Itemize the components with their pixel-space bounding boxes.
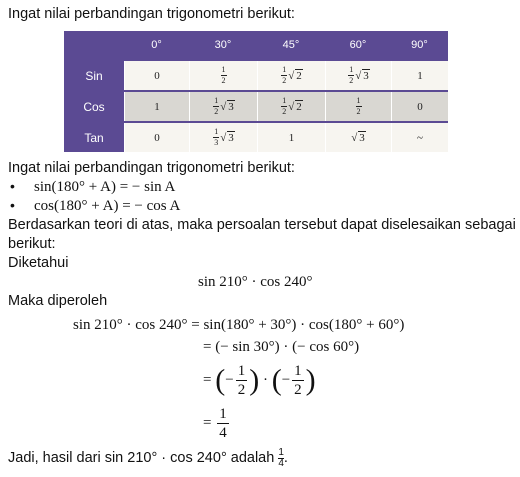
cell-sin-90: 1 (391, 61, 448, 90)
cell-sin-45: 1 2 √ 2 (257, 61, 325, 90)
known-label: Diketahui (8, 255, 69, 271)
paren-close-2: ) (305, 363, 316, 397)
known-expression: sin 210° · cos 240° (198, 274, 313, 290)
trig-table (64, 31, 448, 152)
header-30: 30° (214, 39, 232, 51)
row-label-sin: Sin (85, 68, 103, 83)
intro2-text: Ingat nilai perbandingan trigonometri berikut: (8, 160, 295, 176)
cell-cos-60: 1 2 (325, 92, 391, 121)
cell-cos-45: 1 2 √ 2 (257, 92, 325, 121)
row-label-cos: Cos (83, 99, 105, 114)
step-3 (203, 360, 316, 400)
minus-sign-2: − (281, 372, 291, 388)
cell-tan-30: 1 3 √ 3 (189, 123, 257, 152)
paren-close: ) (249, 363, 260, 397)
minus-sign: − (225, 372, 234, 388)
fraction-half-2: $\frac{1}{2}$ (294, 362, 302, 399)
cell-cos-90: 0 (391, 92, 448, 121)
cell-sin-60: 1 2 √ 3 (325, 61, 391, 90)
theory-text: Berdasarkan teori di atas, maka persoalan tersebut dapat diselesaikan sebagai (8, 217, 516, 233)
header-90: 90° (411, 39, 428, 51)
step-1: sin 210° · cos 240° = sin(180° + 30°) · cos(180° + 60°) (73, 317, 405, 333)
conclusion-text: Jadi, hasil dari sin 210° · cos 240° adalah (8, 450, 275, 466)
cell-tan-0: 0 (124, 123, 189, 152)
paren-open-2: ( (271, 363, 282, 397)
cell-cos-0: 1 (124, 92, 189, 121)
header-45: 45° (282, 39, 300, 51)
header-0: 0° (151, 39, 162, 51)
identity-cos: cos(180° + A) = − cos A (34, 198, 181, 214)
cell-tan-45: 1 (257, 123, 325, 152)
bullet-1: • (10, 178, 15, 194)
header-60: 60° (349, 39, 367, 51)
paren-open: ( (215, 363, 226, 397)
cell-sin-30: 1 2 (189, 61, 257, 90)
intro-text: Ingat nilai perbandingan trigonometri berikut: (8, 6, 295, 22)
bullet-2: • (10, 197, 15, 213)
step3-equals: = (203, 372, 212, 388)
identity-sin: sin(180° + A) = − sin A (34, 179, 176, 195)
result-label: Maka diperoleh (8, 293, 108, 309)
theory-text-2: berikut: (8, 236, 56, 252)
step-4 (203, 404, 231, 442)
fraction-half-1: $\frac{1}{2}$ (237, 362, 246, 399)
row-label-tan: Tan (84, 130, 104, 145)
cell-tan-60: √ 3 (325, 123, 391, 152)
cell-tan-90: ~ (391, 123, 448, 152)
conclusion: Jadi, hasil dari sin 210° · cos 240° adalah $\frac{1}{4}$ . (8, 446, 288, 469)
fraction-quarter: $\frac{1}{4}$ (219, 405, 227, 442)
cell-cos-30: 1 2 √ 3 (189, 92, 257, 121)
step-2: = (− sin 30°) · (− cos 60°) (203, 339, 360, 355)
conclusion-fraction: $\frac{1}{4}$ (278, 446, 284, 469)
cell-sin-0: 0 (124, 61, 189, 90)
step4-equals: = (203, 415, 212, 431)
dot-operator: · (262, 372, 268, 388)
